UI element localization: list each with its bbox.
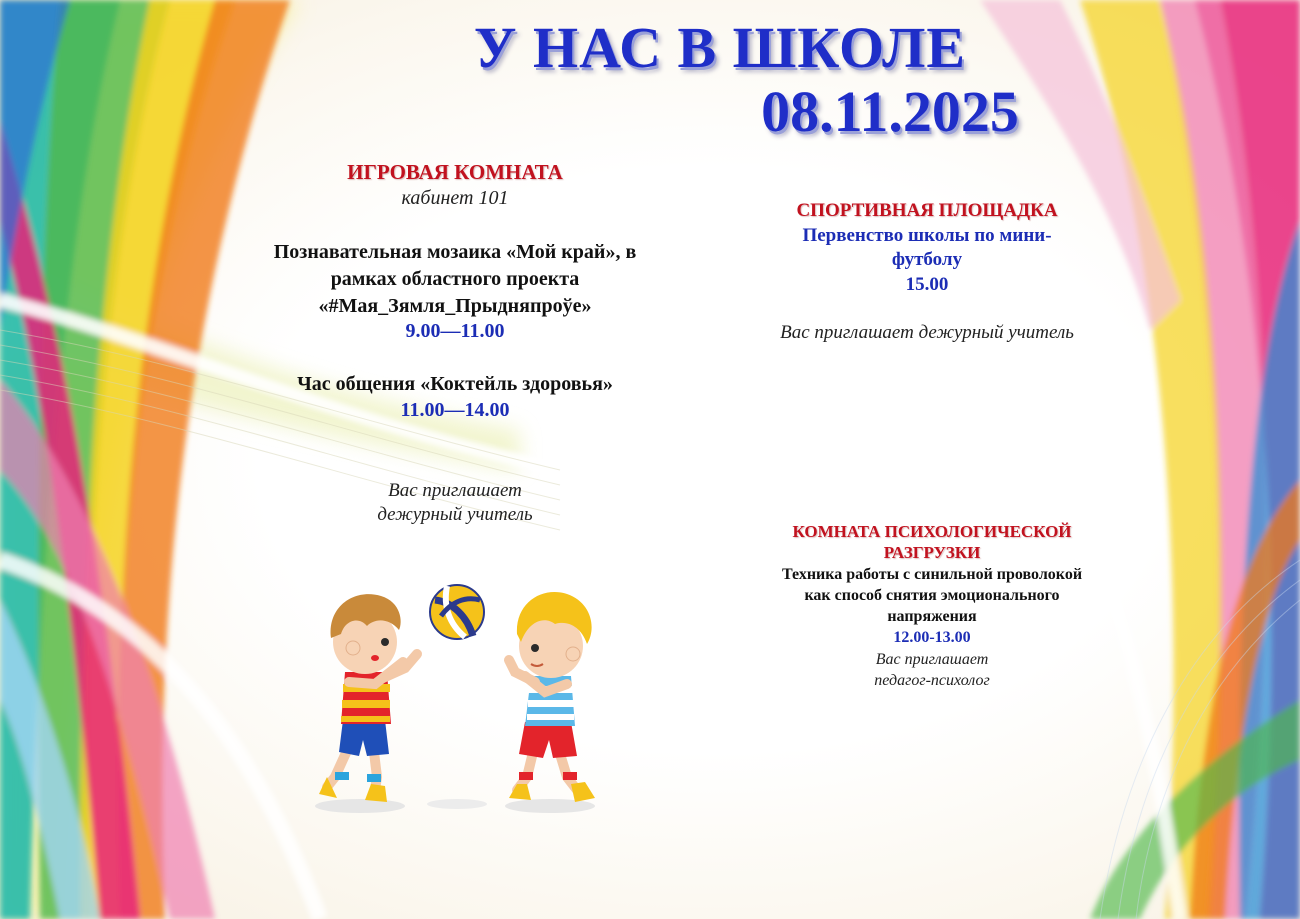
left-boy-icon (319, 594, 417, 802)
event1-time: 9.00—11.00 (405, 320, 505, 342)
psych-event-time: 12.00-13.00 (893, 629, 971, 646)
event2-time: 11.00—14.00 (400, 399, 510, 421)
sports-ground-heading: СПОРТИВНАЯ ПЛОЩАДКА (796, 200, 1058, 221)
psych-event-line2: как способ снятия эмоционального (804, 587, 1060, 604)
volleyball-icon (430, 585, 484, 639)
sports-event-time: 15.00 (905, 274, 949, 295)
event2-title: Час общения «Коктейль здоровья» (297, 373, 613, 395)
kids-playing-volleyball-illustration (305, 572, 625, 822)
sports-invite: Вас приглашает дежурный учитель (780, 322, 1074, 343)
psych-room-heading-line1: КОМНАТА ПСИХОЛОГИЧЕСКОЙ (792, 522, 1072, 541)
game-room-number: кабинет 101 (401, 187, 509, 209)
left-invite-line1: Вас приглашает (388, 480, 522, 501)
psych-event-line3: напряжения (887, 608, 977, 625)
sports-event-line1: Первенство школы по мини- (802, 225, 1052, 246)
psych-invite-line2: педагог-психолог (874, 672, 990, 689)
left-invite-line2: дежурный учитель (377, 504, 533, 525)
event1-line1: Познавательная мозаика «Мой край», в (273, 241, 637, 263)
event1-line3: «#Мая_Зямля_Прыдняпроўе» (318, 295, 592, 317)
right-boy-icon (509, 592, 595, 802)
event1-line2: рамках областного проекта (330, 268, 580, 290)
psych-invite-line1: Вас приглашает (875, 651, 989, 668)
game-room-heading: ИГРОВАЯ КОМНАТА (347, 160, 563, 184)
page-title: У НАС В ШКОЛЕ (473, 15, 967, 80)
psych-room-heading-line2: РАЗГРУЗКИ (883, 543, 981, 562)
sports-event-line2: футболу (891, 249, 963, 270)
event-date: 08.11.2025 (761, 79, 1019, 144)
psych-event-line1: Техника работы с синильной проволокой (781, 566, 1083, 583)
